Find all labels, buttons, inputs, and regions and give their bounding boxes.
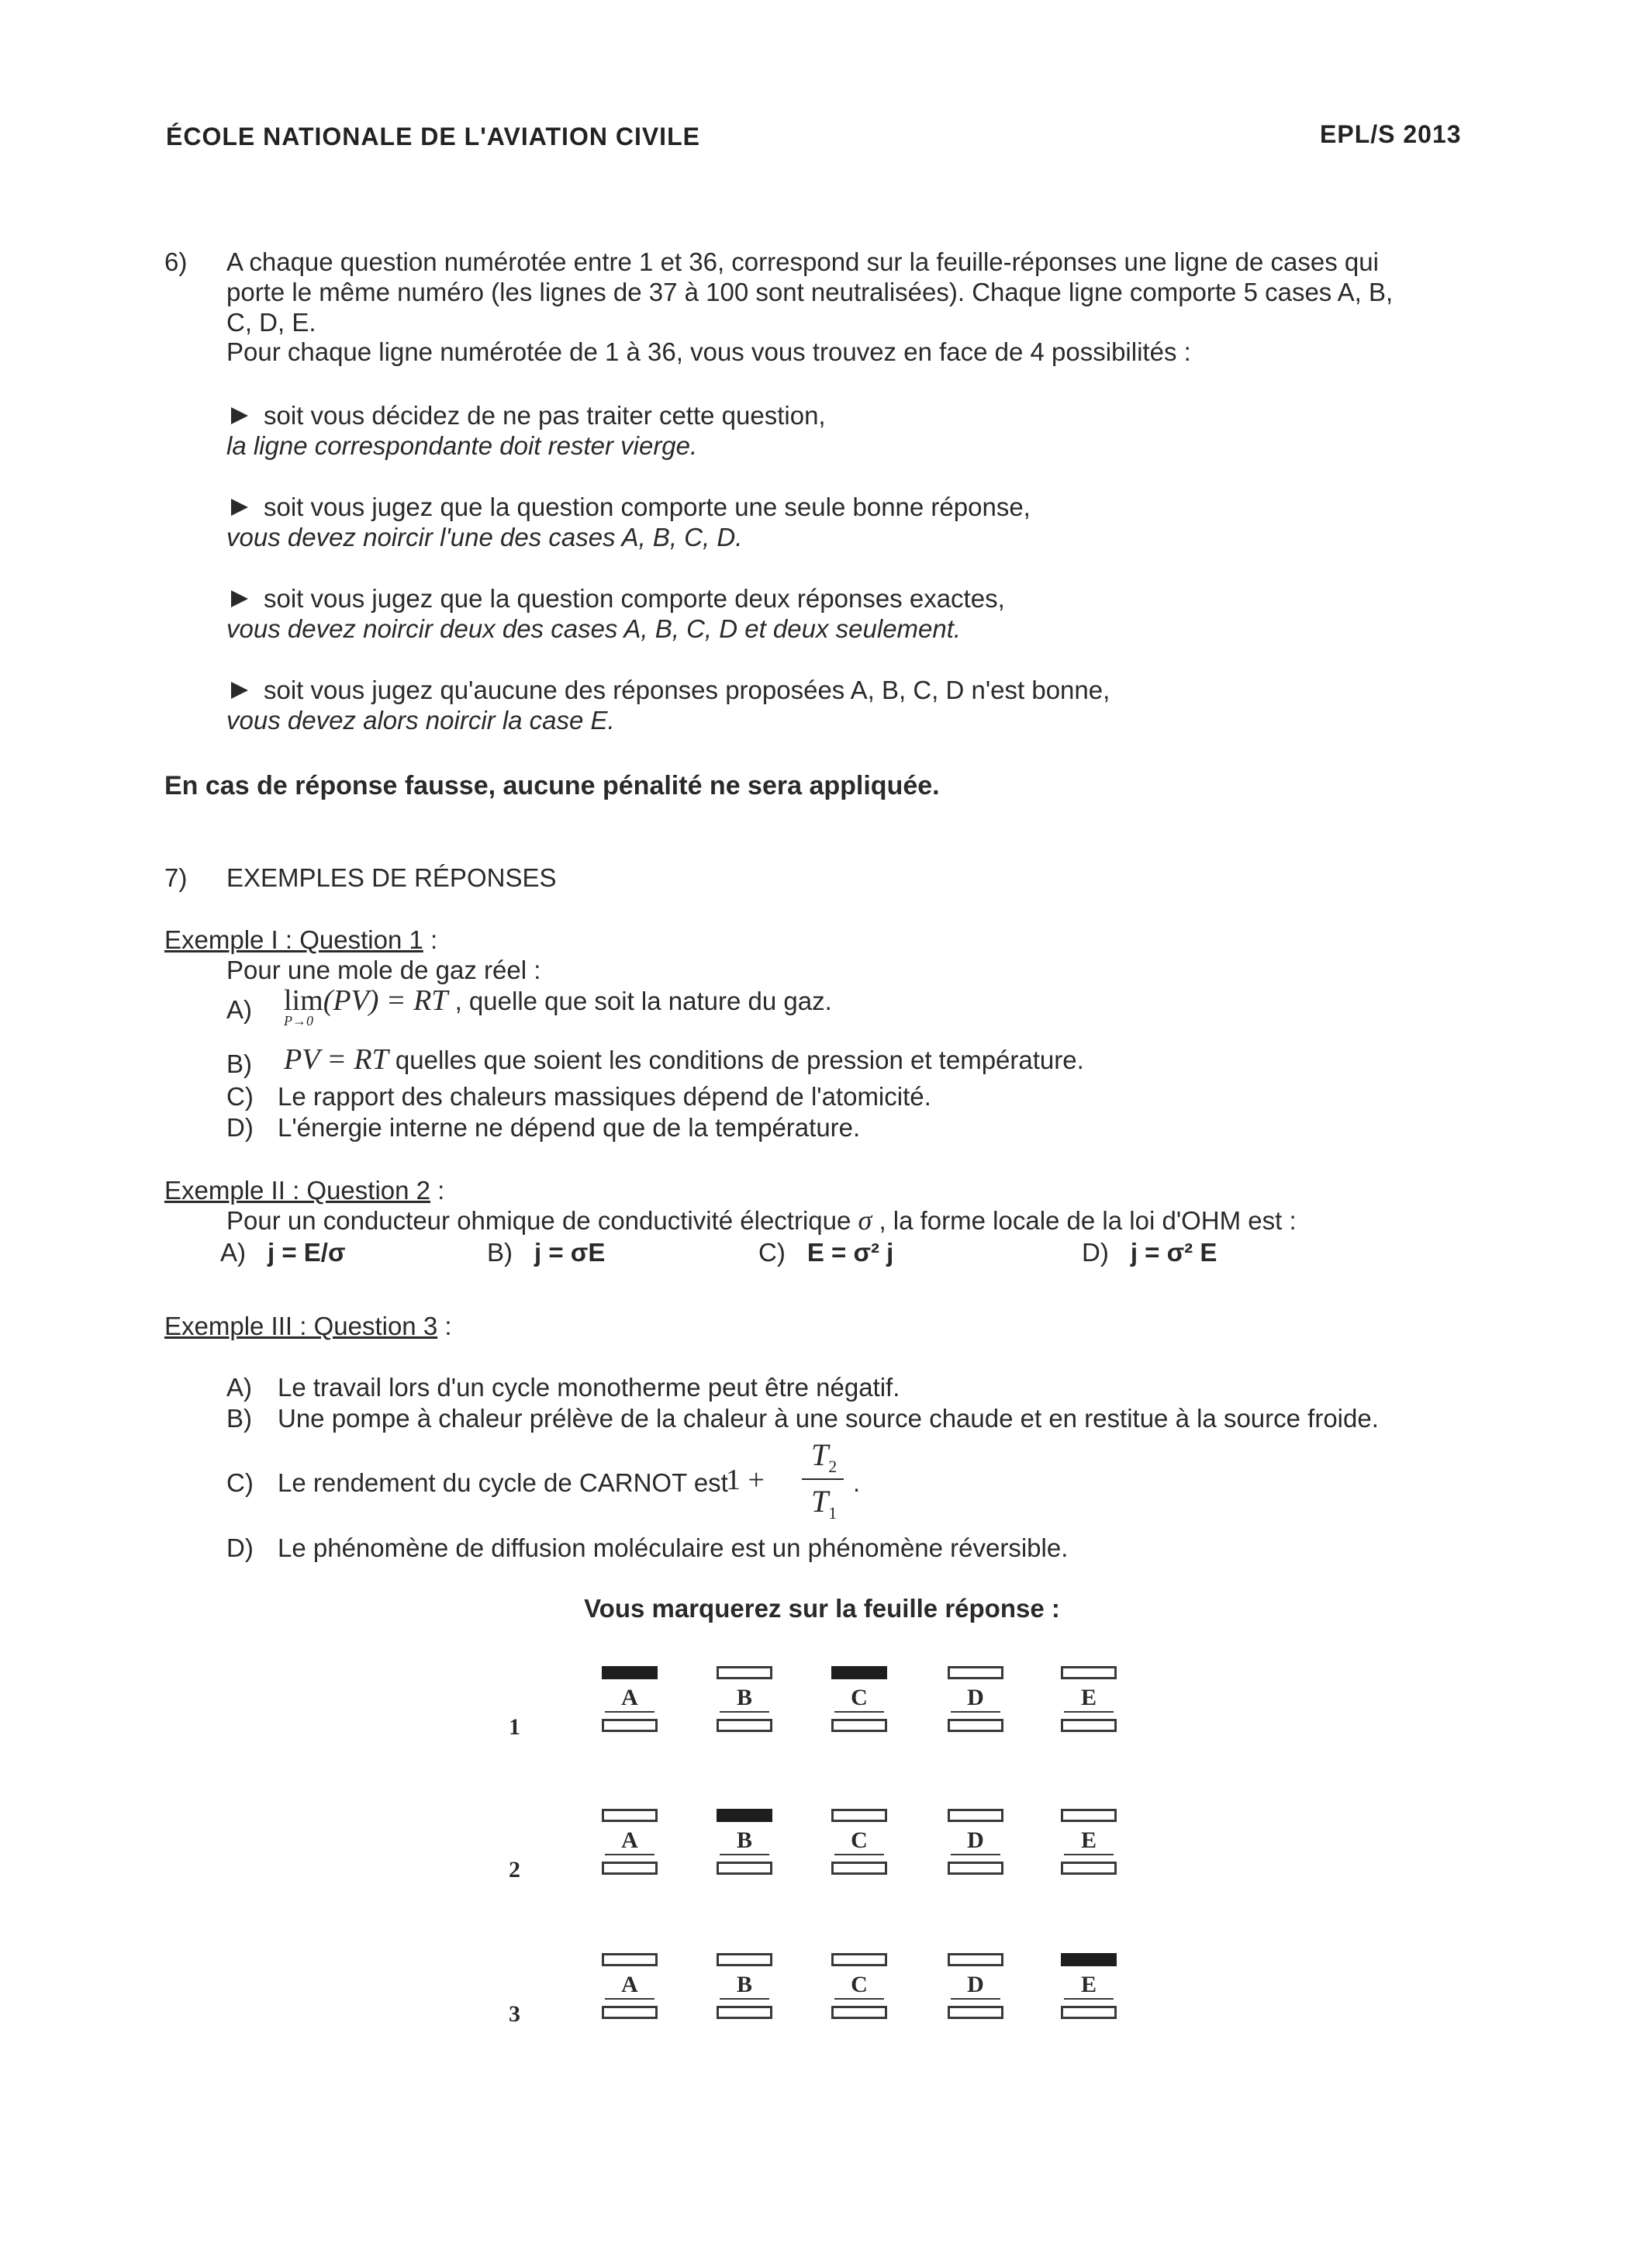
- example3-a-label: A): [226, 1373, 252, 1402]
- answer-cell[interactable]: [1061, 1953, 1117, 2023]
- section7-title: EXEMPLES DE RÉPONSES: [226, 863, 557, 892]
- answer-letter: C: [851, 1972, 868, 1997]
- answer-box-empty[interactable]: [717, 1666, 772, 1679]
- example1-heading: Exemple I : Question 1 :: [164, 925, 438, 954]
- answer-letter: E: [1080, 1827, 1097, 1853]
- warning-text: En cas de réponse fausse, aucune pénalité ne sera appliquée.: [164, 771, 940, 800]
- example1-b-text: quelles que soient les conditions de pression et température.: [388, 1046, 1084, 1074]
- answer-box-lower[interactable]: [948, 2006, 1003, 2019]
- letter-underline: [1064, 1854, 1114, 1855]
- example1-b-expr: PV = RT: [284, 1043, 389, 1076]
- answer-cell[interactable]: [717, 1809, 772, 1879]
- letter-underline: [720, 1854, 769, 1855]
- answer-row-number: 3: [509, 2001, 520, 2027]
- answer-letter: E: [1080, 1972, 1097, 1997]
- option-3-note: vous devez noircir deux des cases A, B, C, D et deux seulement.: [226, 614, 962, 643]
- answer-box-empty[interactable]: [831, 1953, 887, 1966]
- example3-c-label: C): [226, 1468, 254, 1497]
- answer-letter: A: [621, 1827, 638, 1853]
- example2-answer-a: A) j = E/σ: [220, 1238, 346, 1267]
- letter-underline: [951, 1998, 1000, 2000]
- answer-cell[interactable]: [831, 1666, 887, 1736]
- answer-letter: B: [736, 1827, 752, 1853]
- letter-underline: [834, 1998, 884, 2000]
- letter-underline: [1064, 1711, 1114, 1713]
- option-3: soit vous jugez que la question comporte deux réponses exactes,: [231, 583, 1005, 614]
- sigma-symbol: σ: [858, 1205, 872, 1236]
- section6-number: 6): [164, 247, 188, 276]
- option-1-note: la ligne correspondante doit rester vierge.: [226, 431, 698, 460]
- example3-c-text: Le rendement du cycle de CARNOT est: [278, 1468, 728, 1497]
- answer-letter: C: [851, 1827, 868, 1853]
- example3-c-one: 1 +: [726, 1464, 765, 1496]
- answer-box-filled[interactable]: [602, 1666, 658, 1679]
- answer-letter: B: [736, 1972, 752, 1997]
- option-4: soit vous jugez qu'aucune des réponses proposées A, B, C, D n'est bonne,: [231, 675, 1110, 705]
- answer-sheet-title: Vous marquerez sur la feuille réponse :: [584, 1594, 1060, 1623]
- letter-underline: [951, 1854, 1000, 1855]
- example3-d-text: Le phénomène de diffusion moléculaire est un phénomène réversible.: [278, 1533, 1069, 1562]
- answer-box-lower[interactable]: [831, 1719, 887, 1732]
- triangle-bullet-icon: [231, 590, 248, 607]
- letter-underline: [720, 1711, 769, 1713]
- example1-b-label: B): [226, 1049, 252, 1078]
- answer-letter: E: [1080, 1685, 1097, 1710]
- answer-box-lower[interactable]: [831, 2006, 887, 2019]
- lim-operator: lim P→0: [284, 984, 323, 1029]
- triangle-bullet-icon: [231, 682, 248, 699]
- answer-cell[interactable]: [1061, 1809, 1117, 1879]
- letter-underline: [834, 1854, 884, 1855]
- example2-heading: Exemple II : Question 2 :: [164, 1176, 445, 1205]
- example3-d-label: D): [226, 1533, 254, 1562]
- answer-row-number: 1: [509, 1714, 520, 1740]
- answer-box-lower[interactable]: [602, 2006, 658, 2019]
- answer-box-filled[interactable]: [1061, 1953, 1117, 1966]
- header-school: ÉCOLE NATIONALE DE L'AVIATION CIVILE: [166, 123, 700, 150]
- answer-row-number: 2: [509, 1857, 520, 1883]
- letter-underline: [605, 1998, 654, 2000]
- section6-line3: C, D, E.: [226, 308, 316, 337]
- answer-letter: D: [967, 1972, 984, 1997]
- answer-cell[interactable]: [831, 1953, 887, 2023]
- answer-cell[interactable]: [1061, 1666, 1117, 1736]
- answer-box-lower[interactable]: [717, 1719, 772, 1732]
- answer-cell[interactable]: [717, 1953, 772, 2023]
- example3-c-dot: .: [853, 1468, 861, 1497]
- example3-a-text: Le travail lors d'un cycle monotherme peut être négatif.: [278, 1373, 900, 1402]
- example1-d-label: D): [226, 1113, 254, 1142]
- header-exam: EPL/S 2013: [1320, 120, 1462, 148]
- example1-b: [284, 1042, 1084, 1077]
- example1-a: [284, 984, 832, 1029]
- answer-box-filled[interactable]: [831, 1666, 887, 1679]
- letter-underline: [834, 1711, 884, 1713]
- section6-line2: porte le même numéro (les lignes de 37 à 100 sont neutralisées). Chaque ligne comporte 5 cases A, B,: [226, 278, 1394, 306]
- example2-answer-b: B) j = σE: [487, 1238, 606, 1267]
- answer-cell[interactable]: [717, 1666, 772, 1736]
- answer-box-lower[interactable]: [1061, 1719, 1117, 1732]
- letter-underline: [1064, 1998, 1114, 2000]
- example3-b-text: Une pompe à chaleur prélève de la chaleur à une source chaude et en restitue à la source froide.: [278, 1404, 1379, 1433]
- answer-box-lower[interactable]: [1061, 1862, 1117, 1875]
- option-2-note: vous devez noircir l'une des cases A, B, C, D.: [226, 523, 743, 551]
- section6-line1: A chaque question numérotée entre 1 et 36, correspond sur la feuille-réponses une ligne de cases qui: [226, 247, 1379, 276]
- letter-underline: [720, 1998, 769, 2000]
- answer-cell[interactable]: [602, 1666, 658, 1736]
- answer-cell[interactable]: [602, 1953, 658, 2023]
- answer-box-lower[interactable]: [717, 1862, 772, 1875]
- answer-letter: D: [967, 1827, 984, 1853]
- section7-number: 7): [164, 863, 188, 892]
- example1-intro: Pour une mole de gaz réel :: [226, 956, 541, 984]
- answer-box-empty[interactable]: [948, 1953, 1003, 1966]
- answer-box-empty[interactable]: [602, 1809, 658, 1822]
- example1-c-label: C): [226, 1082, 254, 1111]
- example3-b-label: B): [226, 1404, 252, 1433]
- answer-box-empty[interactable]: [602, 1953, 658, 1966]
- answer-cell[interactable]: [602, 1809, 658, 1879]
- example2-answer-d: D) j = σ² E: [1082, 1238, 1217, 1267]
- example1-a-expr: (PV) = RT: [323, 984, 448, 1017]
- answer-letter: A: [621, 1685, 638, 1710]
- answer-cell[interactable]: [948, 1666, 1003, 1736]
- answer-cell[interactable]: [948, 1953, 1003, 2023]
- option-1: soit vous décidez de ne pas traiter cette question,: [231, 400, 826, 430]
- triangle-bullet-icon: [231, 499, 248, 516]
- letter-underline: [605, 1711, 654, 1713]
- letter-underline: [605, 1854, 654, 1855]
- option-4-note: vous devez alors noircir la case E.: [226, 706, 615, 735]
- example1-a-text: , quelle que soit la nature du gaz.: [447, 987, 832, 1015]
- example2-answer-c: C) E = σ² j: [758, 1238, 894, 1267]
- triangle-bullet-icon: [231, 407, 248, 424]
- answer-letter: C: [851, 1685, 868, 1710]
- answer-box-empty[interactable]: [1061, 1809, 1117, 1822]
- letter-underline: [951, 1711, 1000, 1713]
- example1-a-label: A): [226, 995, 252, 1024]
- answer-box-lower[interactable]: [948, 1862, 1003, 1875]
- answer-letter: D: [967, 1685, 984, 1710]
- answer-cell[interactable]: [831, 1809, 887, 1879]
- answer-letter: A: [621, 1972, 638, 1997]
- answer-box-lower[interactable]: [602, 1862, 658, 1875]
- answer-box-lower[interactable]: [831, 1862, 887, 1875]
- option-2: soit vous jugez que la question comporte une seule bonne réponse,: [231, 492, 1031, 522]
- answer-box-lower[interactable]: [717, 2006, 772, 2019]
- answer-box-empty[interactable]: [717, 1953, 772, 1966]
- answer-box-lower[interactable]: [1061, 2006, 1117, 2019]
- answer-box-filled[interactable]: [717, 1809, 772, 1822]
- carnot-fraction: $\frac{T_2}{T_1}$: [802, 1437, 848, 1530]
- answer-cell[interactable]: [948, 1809, 1003, 1879]
- example1-c-text: Le rapport des chaleurs massiques dépend de l'atomicité.: [278, 1082, 931, 1111]
- example2-intro: Pour un conducteur ohmique de conductivité électrique σ , la forme locale de la loi d'OHM est :: [226, 1205, 1297, 1236]
- example1-d-text: L'énergie interne ne dépend que de la température.: [278, 1113, 861, 1142]
- answer-letter: B: [736, 1685, 752, 1710]
- answer-box-empty[interactable]: [948, 1809, 1003, 1822]
- answer-box-empty[interactable]: [948, 1666, 1003, 1679]
- answer-box-lower[interactable]: [602, 1719, 658, 1732]
- section6-line4: Pour chaque ligne numérotée de 1 à 36, vous vous trouvez en face de 4 possibilités :: [226, 337, 1191, 366]
- answer-box-lower[interactable]: [948, 1719, 1003, 1732]
- answer-box-empty[interactable]: [1061, 1666, 1117, 1679]
- example3-heading: Exemple III : Question 3 :: [164, 1312, 452, 1340]
- answer-box-empty[interactable]: [831, 1809, 887, 1822]
